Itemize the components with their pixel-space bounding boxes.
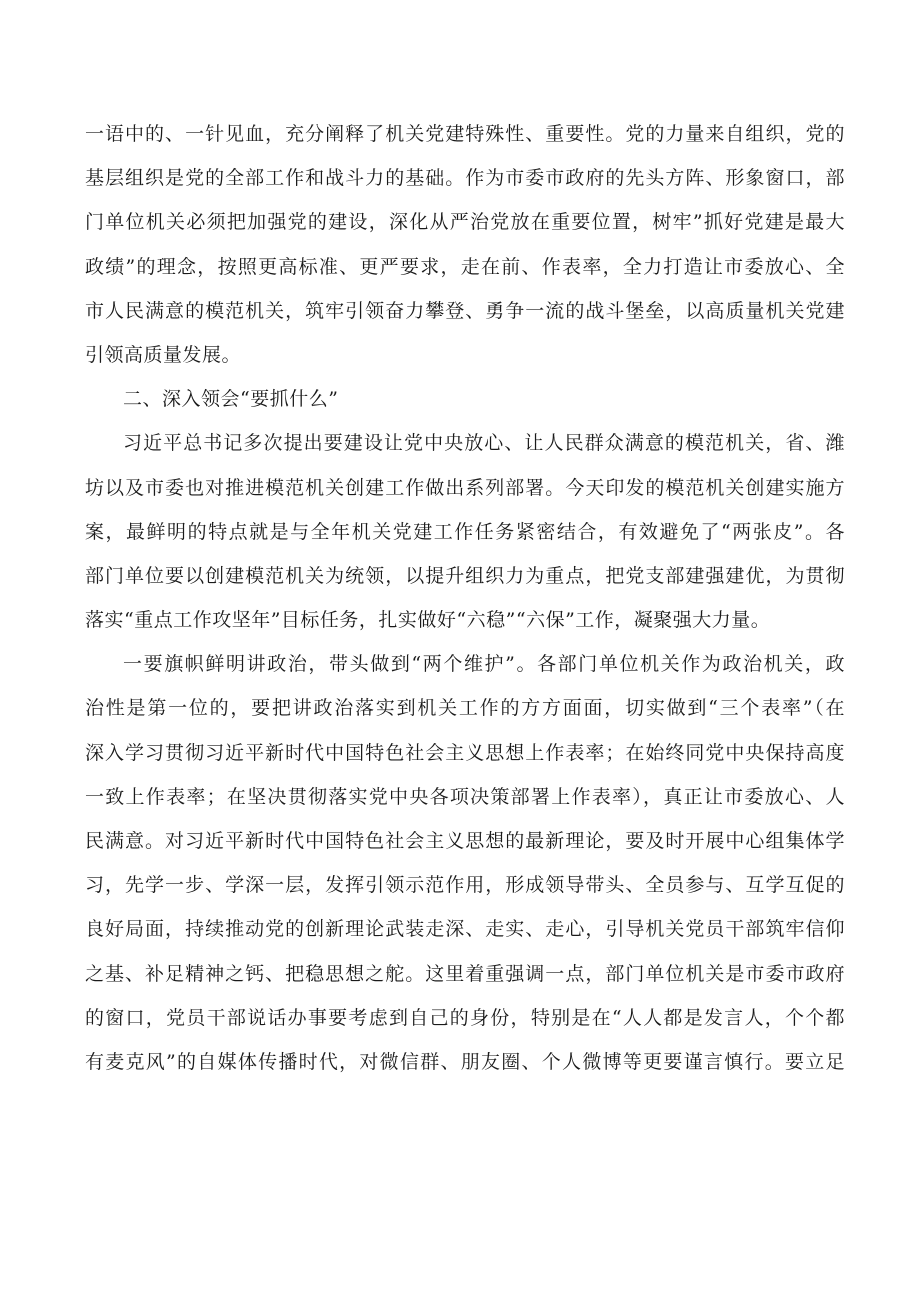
text-line: 部门单位要以创建模范机关为统领，以提升组织力为重点，把党支部建强建优，为贯彻 xyxy=(85,564,845,587)
text-line: 习近平总书记多次提出要建设让党中央放心、让人民群众满意的模范机关，省、潍 xyxy=(123,432,845,455)
text-line: 良好局面，持续推动党的创新理论武装走深、走实、走心，引导机关党员干部筑牢信仰 xyxy=(85,918,845,941)
text-line: 民满意。对习近平新时代中国特色社会主义思想的最新理论，要及时开展中心组集体学 xyxy=(85,830,845,852)
text-line: 一语中的、一针见血，充分阐释了机关党建特殊性、重要性。党的力量来自组织，党的 xyxy=(85,123,845,145)
paragraph-3 xyxy=(85,642,845,1084)
text-line: 基层组织是党的全部工作和战斗力的基础。作为市委市政府的先头方阵、形象窗口，部 xyxy=(85,167,845,190)
text-line: 政绩”的理念，按照更高标准、更严要求，走在前、作表率，全力打造让市委放心、全 xyxy=(85,255,845,278)
text-line: 治性是第一位的，要把讲政治落实到机关工作的方方面面，切实做到“三个表率”（在 xyxy=(85,697,845,720)
text-line: 坊以及市委也对推进模范机关创建工作做出系列部署。今天印发的模范机关创建实施方 xyxy=(85,476,845,499)
text-line: 有麦克风”的自媒体传播时代，对微信群、朋友圈、个人微博等更要谨言慎行。要立足 xyxy=(85,1050,845,1073)
text-line: 习，先学一步、学深一层，发挥引领示范作用，形成领导带头、全员参与、互学互促的 xyxy=(85,874,845,897)
paragraph-2 xyxy=(85,421,845,642)
text-line: 案，最鲜明的特点就是与全年机关党建工作任务紧密结合，有效避免了“两张皮”。各 xyxy=(85,520,845,543)
text-line: 一致上作表率；在坚决贯彻落实党中央各项决策部署上作表率），真正让市委放心、人 xyxy=(85,785,845,808)
text-line: 门单位机关必须把加强党的建设，深化从严治党放在重要位置，树牢”抓好党建是最大 xyxy=(85,211,845,234)
text-line: 引领高质量发展。 xyxy=(85,343,242,366)
document-body xyxy=(85,112,845,1084)
paragraph-1 xyxy=(85,112,845,377)
section-heading xyxy=(85,377,845,421)
text-line: 之基、补足精神之钙、把稳思想之舵。这里着重强调一点，部门单位机关是市委市政府 xyxy=(85,962,845,985)
section-heading-text: 二、深入领会“要抓什么” xyxy=(123,388,339,411)
text-line: 市人民满意的模范机关，筑牢引领奋力攀登、勇争一流的战斗堡垒，以高质量机关党建 xyxy=(85,299,845,322)
text-line: 的窗口，党员干部说话办事要考虑到自己的身份，特别是在“人人都是发言人，个个都 xyxy=(85,1006,845,1029)
text-line: 深入学习贯彻习近平新时代中国特色社会主义思想上作表率；在始终同党中央保持高度 xyxy=(85,741,845,764)
text-line: 一要旗帜鲜明讲政治，带头做到“两个维护”。各部门单位机关作为政治机关，政 xyxy=(123,653,845,676)
text-line: 落实“重点工作攻坚年”目标任务，扎实做好“六稳”“六保”工作，凝聚强大力量。 xyxy=(85,609,771,632)
